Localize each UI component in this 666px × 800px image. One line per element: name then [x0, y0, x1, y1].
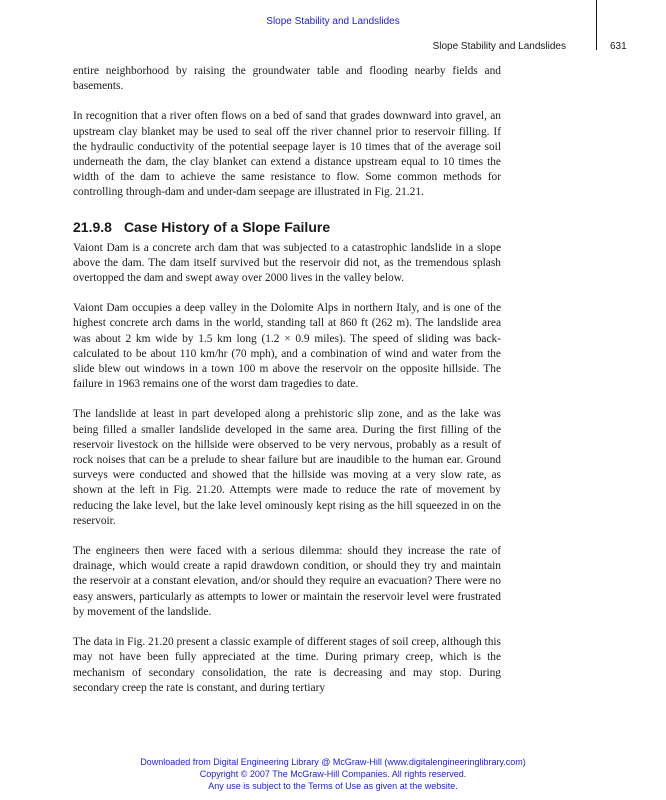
footer	[0, 756, 666, 792]
section-number: 21.9.8	[73, 218, 112, 235]
footer-download-link[interactable]: Downloaded from Digital Engineering Library @ McGraw-Hill (www.digitalengineeringlibrary.com)	[140, 757, 526, 767]
footer-copyright: Copyright © 2007 The McGraw-Hill Companies. All rights reserved.	[199, 769, 467, 779]
paragraph-vaiont-intro: Vaiont Dam is a concrete arch dam that was subjected to a catastrophic landslide in a slope above the dam. The dam itself survived but the reservoir did not, as the tremendous splash overtopped the dam and swept away over 2000 lives in the valley below.	[73, 241, 501, 285]
section-title: Case History of a Slope Failure	[123, 218, 331, 235]
paragraph-vaiont-description: Vaiont Dam occupies a deep valley in the Dolomite Alps in northern Italy, and is one of the highest concrete arch dams in the world, standing tall at 860 ft (262 m). The landslide area was about 2 km wide by 1.5 km long (1.2 × 0.9 miles). The speed of sliding was back-calculated to be about 110 km/hr (70 mph), and a combination of wind and water from the slide blew out windows in a town 100 m above the reservoir on the opposite hillside. The failure in 1963 remains one of the worst dam tragedies to date.	[73, 302, 501, 391]
page-number: 631	[610, 41, 627, 52]
footer-terms[interactable]: Any use is subject to the Terms of Use as given at the website.	[208, 781, 458, 791]
paragraph-clay-blanket: In recognition that a river often flows on a bed of sand that grades downward into gravel, an upstream clay blanket may be used to seal off the river channel prior to reservoir filling. If the hydraulic conductivity of the potential seepage layer is 10 times that of the average soil underneath the dam, the clay blanket can extend a distance upstream equal to 10 times the width of the dam to achieve the same resistance to flow. Some common methods for controlling through-dam and under-dam seepage are illustrated in Fig. 21.21.	[73, 110, 501, 199]
section-heading	[73, 219, 501, 235]
paragraph-dilemma: The engineers then were faced with a serious dilemma: should they increase the rate of drainage, which would create a rapid drawdown condition, or should they try and maintain the reservoir at a constant elevation, and/or should they require an evacuation? There were no easy answers, particularly as attempts to lower or maintain the reservoir level were frustrated by movement of the landslide.	[73, 545, 501, 618]
running-head: Slope Stability and Landslides	[432, 41, 566, 52]
page-body	[73, 64, 501, 711]
chapter-title-link[interactable]: Slope Stability and Landslides	[266, 16, 400, 27]
paragraph-landslide-development: The landslide at least in part developed along a prehistoric slip zone, and as the lake was being filled a smaller landslide developed in the same area. During the first filling of the reservoir livestock on the hillside were observed to be very nervous, probably as a result of rock noises that can be a prelude to shear failure but are inaudible to the human ear. Ground surveys were conducted and showed that the hillside was moving at a very slow rate, as shown at the left in Fig. 21.20. Attempts were made to reduce the rate of movement by reducing the lake level, but the lake level ominously kept rising as the hill squeezed in on the reservoir.	[73, 408, 501, 527]
paragraph-creep: The data in Fig. 21.20 present a classic example of different stages of soil creep, although this may not have been fully appreciated at the time. During primary creep, which is the mechanism of secondary consolidation, the rate is decreasing and may stop. During secondary creep the rate is constant, and during tertiary	[73, 636, 501, 694]
paragraph-continued: entire neighborhood by raising the groundwater table and flooding nearby fields and basements.	[73, 65, 501, 93]
header-divider	[596, 0, 597, 50]
